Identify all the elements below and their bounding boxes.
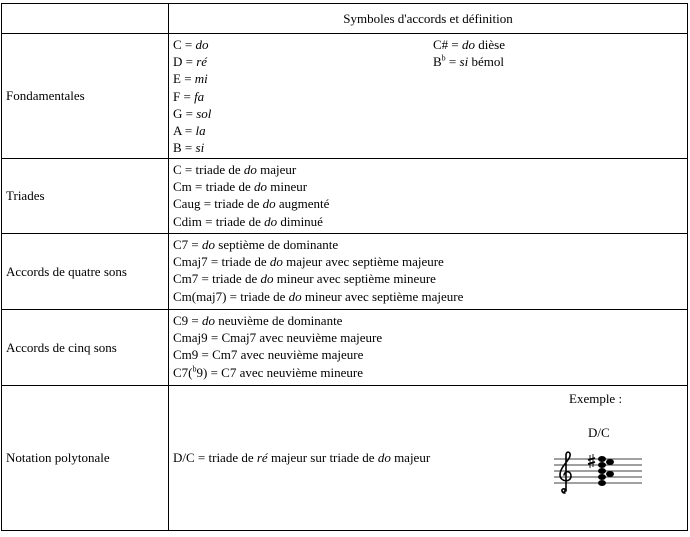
example-chord-symbol: D/C [588, 425, 610, 440]
chord-c7-flat9: C7($^b$9) = C7 avec neuvième mineure [173, 364, 364, 380]
note-f: F = fa [173, 88, 205, 104]
note-e: E = mi [173, 71, 208, 87]
example-label: Exemple : [569, 391, 623, 406]
triads-row [2, 159, 688, 234]
note-d: D = ré [173, 54, 208, 70]
polytonal-content [169, 386, 688, 531]
triad-diminished: Cdim = triade de do diminué [173, 213, 323, 229]
chord-cmaj9: Cmaj9 = Cmaj7 avec neuvième majeure [173, 330, 383, 346]
triads-label: Triades [2, 159, 169, 234]
chord-cmaj7: Cmaj7 = triade de do majeur avec septième majeure [173, 254, 444, 270]
triads-content [169, 159, 688, 234]
four-note-content [169, 234, 688, 310]
note-b: B = si [173, 140, 205, 156]
accidental-notes-list [433, 36, 505, 70]
note-b-flat: $B^b$ = si bémol [433, 53, 504, 70]
five-note-label: Accords de cinq sons [2, 310, 169, 386]
header-row [2, 4, 688, 34]
chord-cm9: Cm9 = Cm7 avec neuvième majeure [173, 347, 364, 363]
four-note-label: Accords de quatre sons [2, 234, 169, 310]
triad-minor: Cm = triade de do mineur [173, 179, 308, 195]
chord-cm-maj7: Cm(maj7) = triade de do mineur avec septième majeure [173, 288, 464, 304]
note-c: C = do [173, 37, 209, 52]
chord-cm7: Cm7 = triade de do mineur avec septième mineure [173, 271, 436, 287]
fundamentals-content [169, 34, 688, 159]
polytonal-definition: D/C = triade de ré majeur sur triade de do majeur [173, 450, 431, 465]
four-note-chords-row [2, 234, 688, 310]
header-empty-cell [2, 4, 169, 34]
header-title: Symboles d'accords et définition [169, 4, 688, 34]
natural-notes-list [173, 36, 683, 156]
chord-symbols-table [1, 3, 688, 531]
triad-augmented: Caug = triade de do augmenté [173, 196, 330, 212]
fundamentals-label: Fondamentales [2, 34, 169, 159]
five-note-content [169, 310, 688, 386]
note-c-sharp: C# = do dièse [433, 37, 505, 52]
polytonal-label: Notation polytonale [2, 386, 169, 531]
chord-c9: C9 = do neuvième de dominante [173, 313, 343, 328]
chord-c7: C7 = do septième de dominante [173, 237, 339, 252]
note-g: G = sol [173, 105, 212, 121]
five-note-chords-row [2, 310, 688, 386]
triad-major: C = triade de do majeur [173, 162, 297, 177]
treble-clef-icon [560, 452, 571, 493]
fundamentals-row [2, 34, 688, 159]
music-staff-example [554, 449, 644, 497]
polytonal-row [2, 386, 688, 531]
note-a: A = la [173, 123, 206, 139]
sharp-icon [588, 454, 595, 468]
